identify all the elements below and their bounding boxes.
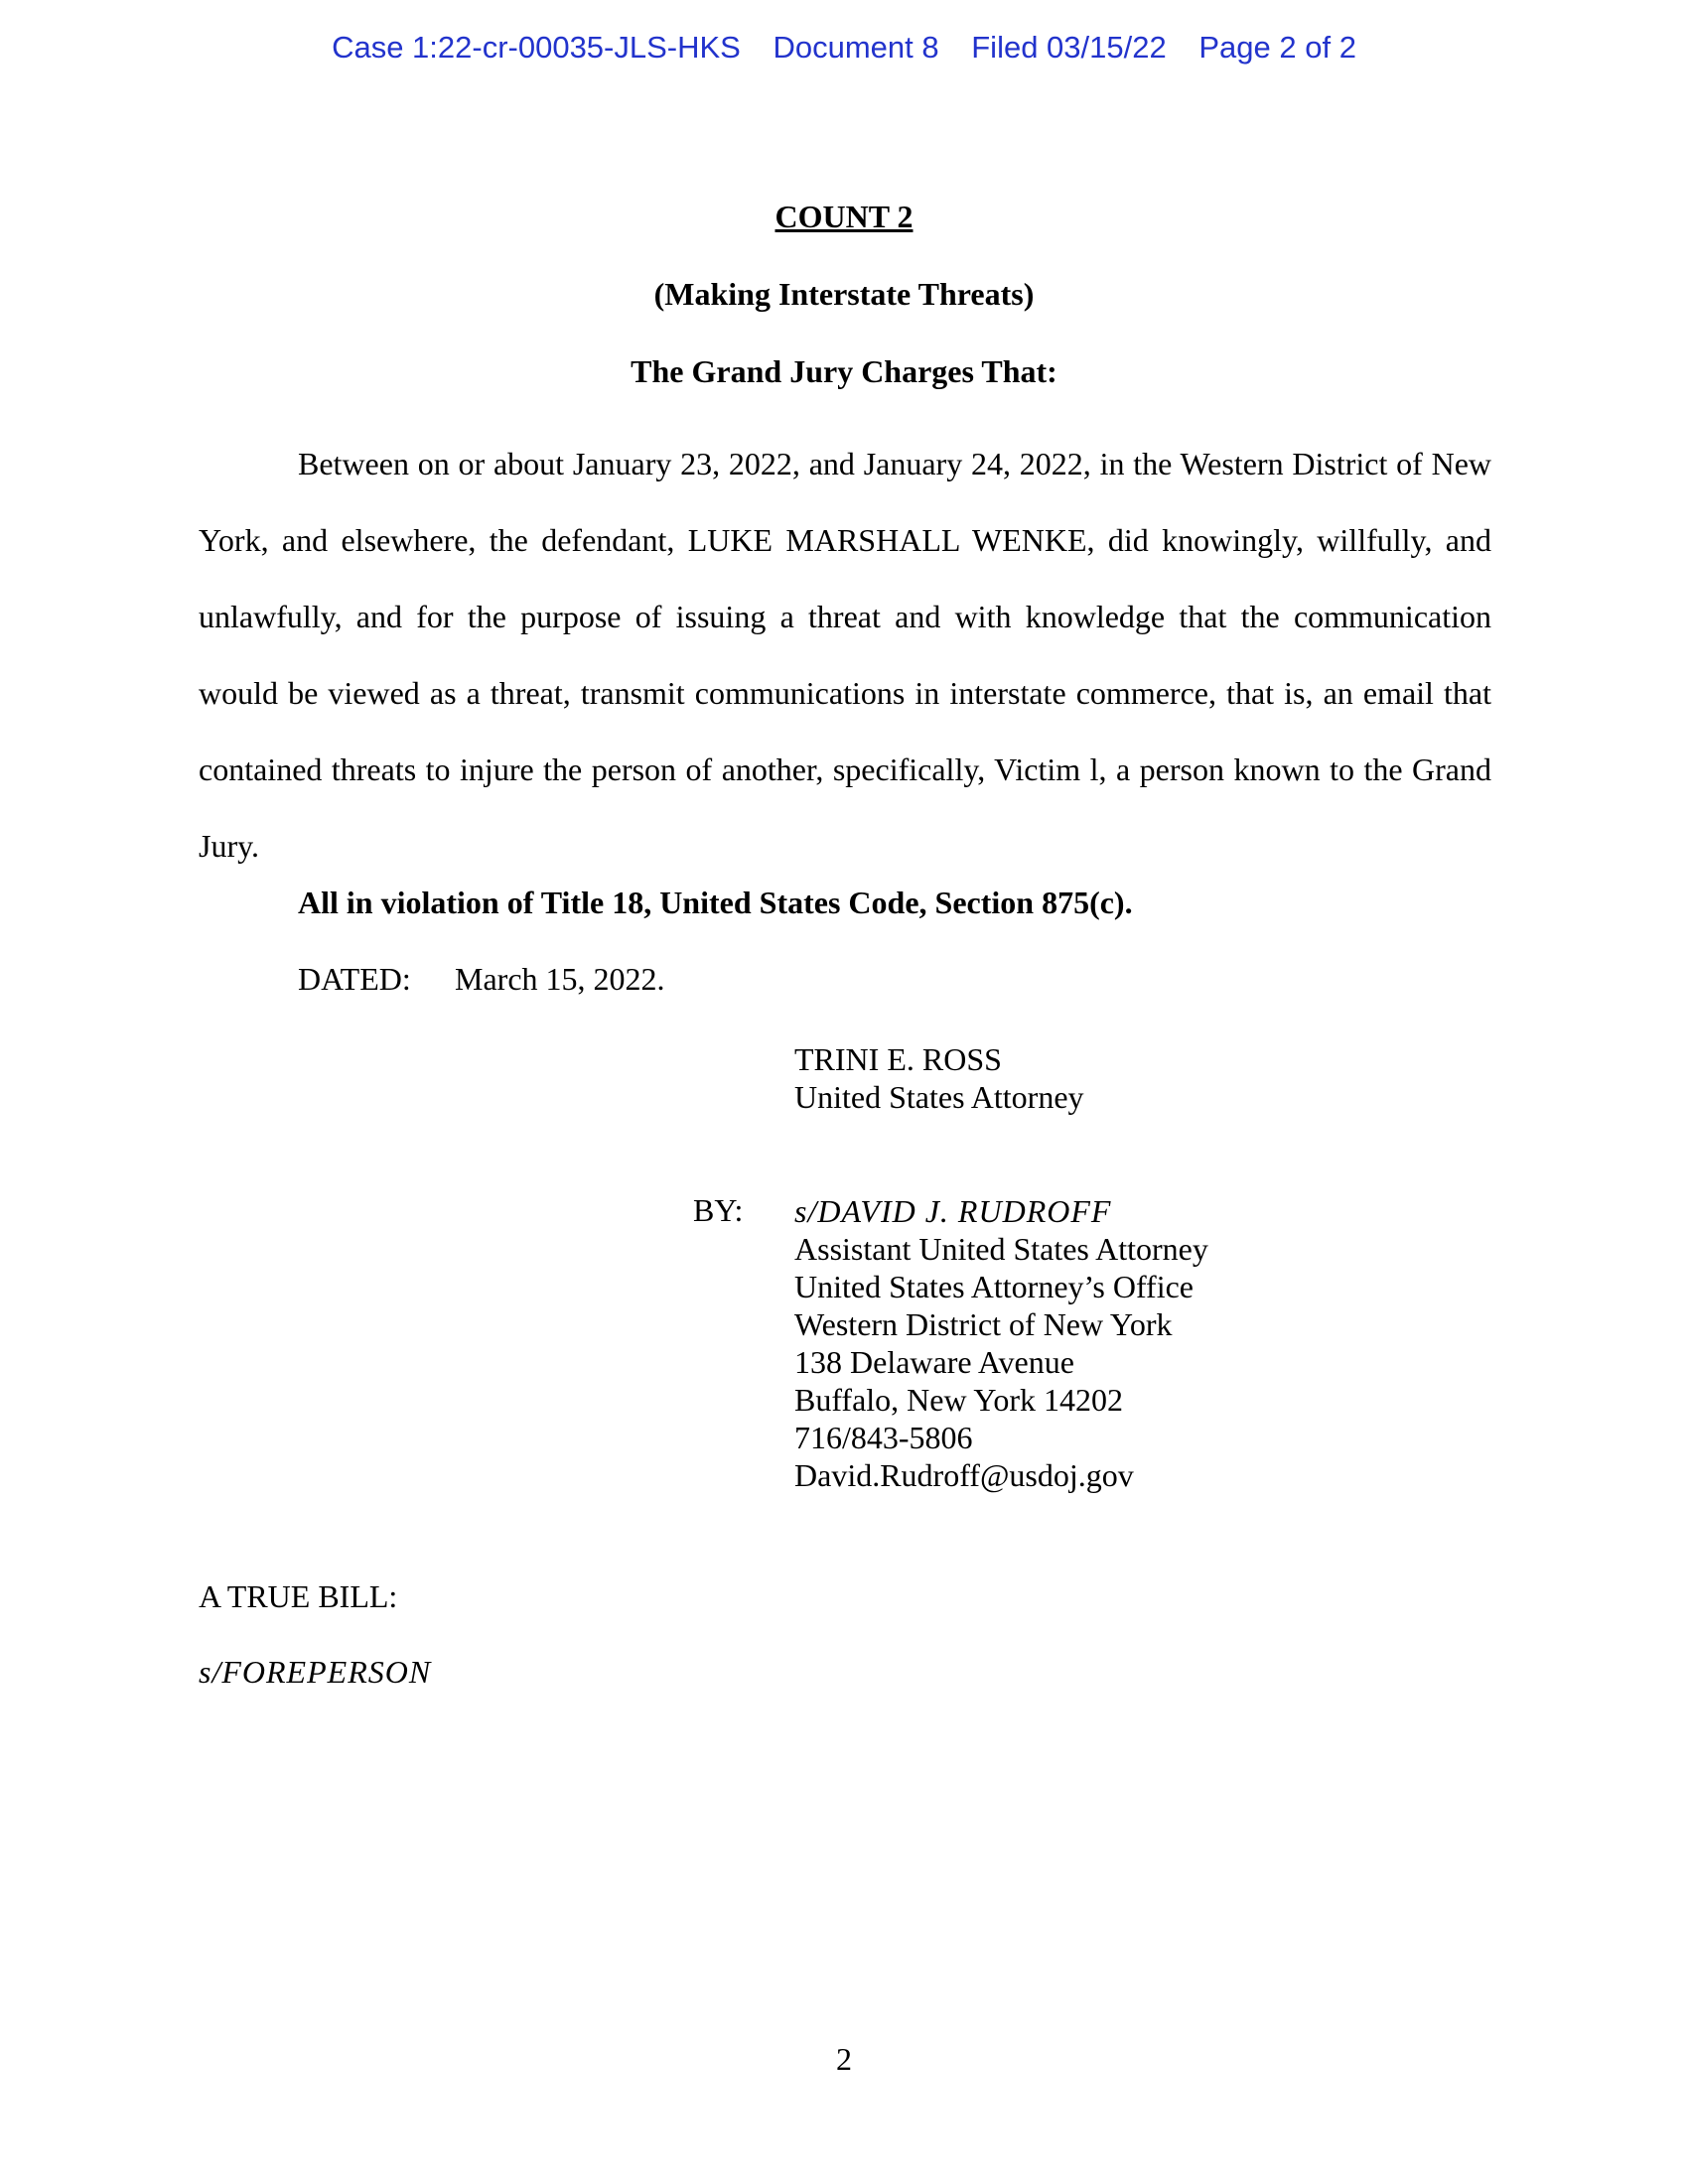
dated-value: March 15, 2022. (455, 961, 665, 997)
signer-phone: 716/843-5806 (794, 1420, 973, 1455)
signer-street: 138 Delaware Avenue (794, 1344, 1074, 1380)
electronic-signature: s/DAVID J. RUDROFF (794, 1193, 1112, 1229)
filed-date: Filed 03/15/22 (971, 30, 1167, 65)
dated-label: DATED: (298, 961, 411, 997)
signer-office: United States Attorney’s Office (794, 1269, 1194, 1304)
signer-city: Buffalo, New York 14202 (794, 1382, 1123, 1418)
signer-title: Assistant United States Attorney (794, 1231, 1208, 1267)
violation-statement: All in violation of Title 18, United States Code, Section 875(c). (298, 885, 1133, 920)
charge-paragraph: Between on or about January 23, 2022, and January 24, 2022, in the Western District of New York, and elsewhere, the defendant, LUKE MARSHALL WENKE, did knowingly, willfully, and unlawfully, and for the purpose of issuing a threat and with knowledge that the communication would be viewed as a threat, transmit communications in interstate commerce, that is, an email that contained threats to injure the person of another, specifically, Victim l, a person known to the Grand Jury. (199, 446, 1491, 864)
page-indicator: Page 2 of 2 (1198, 30, 1356, 65)
case-number: Case 1:22-cr-00035-JLS-HKS (332, 30, 741, 65)
us-attorney-title: United States Attorney (794, 1079, 1084, 1115)
document-number: Document 8 (773, 30, 939, 65)
foreperson-signature: s/FOREPERSON (199, 1654, 432, 1690)
us-attorney-name: TRINI E. ROSS (794, 1041, 1002, 1077)
by-label: BY: (693, 1192, 744, 1228)
page-number: 2 (836, 2041, 852, 2077)
signer-email: David.Rudroff@usdoj.gov (794, 1457, 1134, 1493)
signer-district: Western District of New York (794, 1306, 1173, 1342)
count-title: COUNT 2 (774, 199, 914, 234)
signature-block (794, 1192, 1208, 1494)
ecf-header-stamp (0, 30, 1688, 66)
dated-line (298, 961, 665, 998)
true-bill-label: A TRUE BILL: (199, 1578, 398, 1614)
count-subtitle: (Making Interstate Threats) (653, 276, 1035, 312)
charges-heading: The Grand Jury Charges That: (631, 353, 1057, 389)
us-attorney-block (794, 1040, 1084, 1116)
